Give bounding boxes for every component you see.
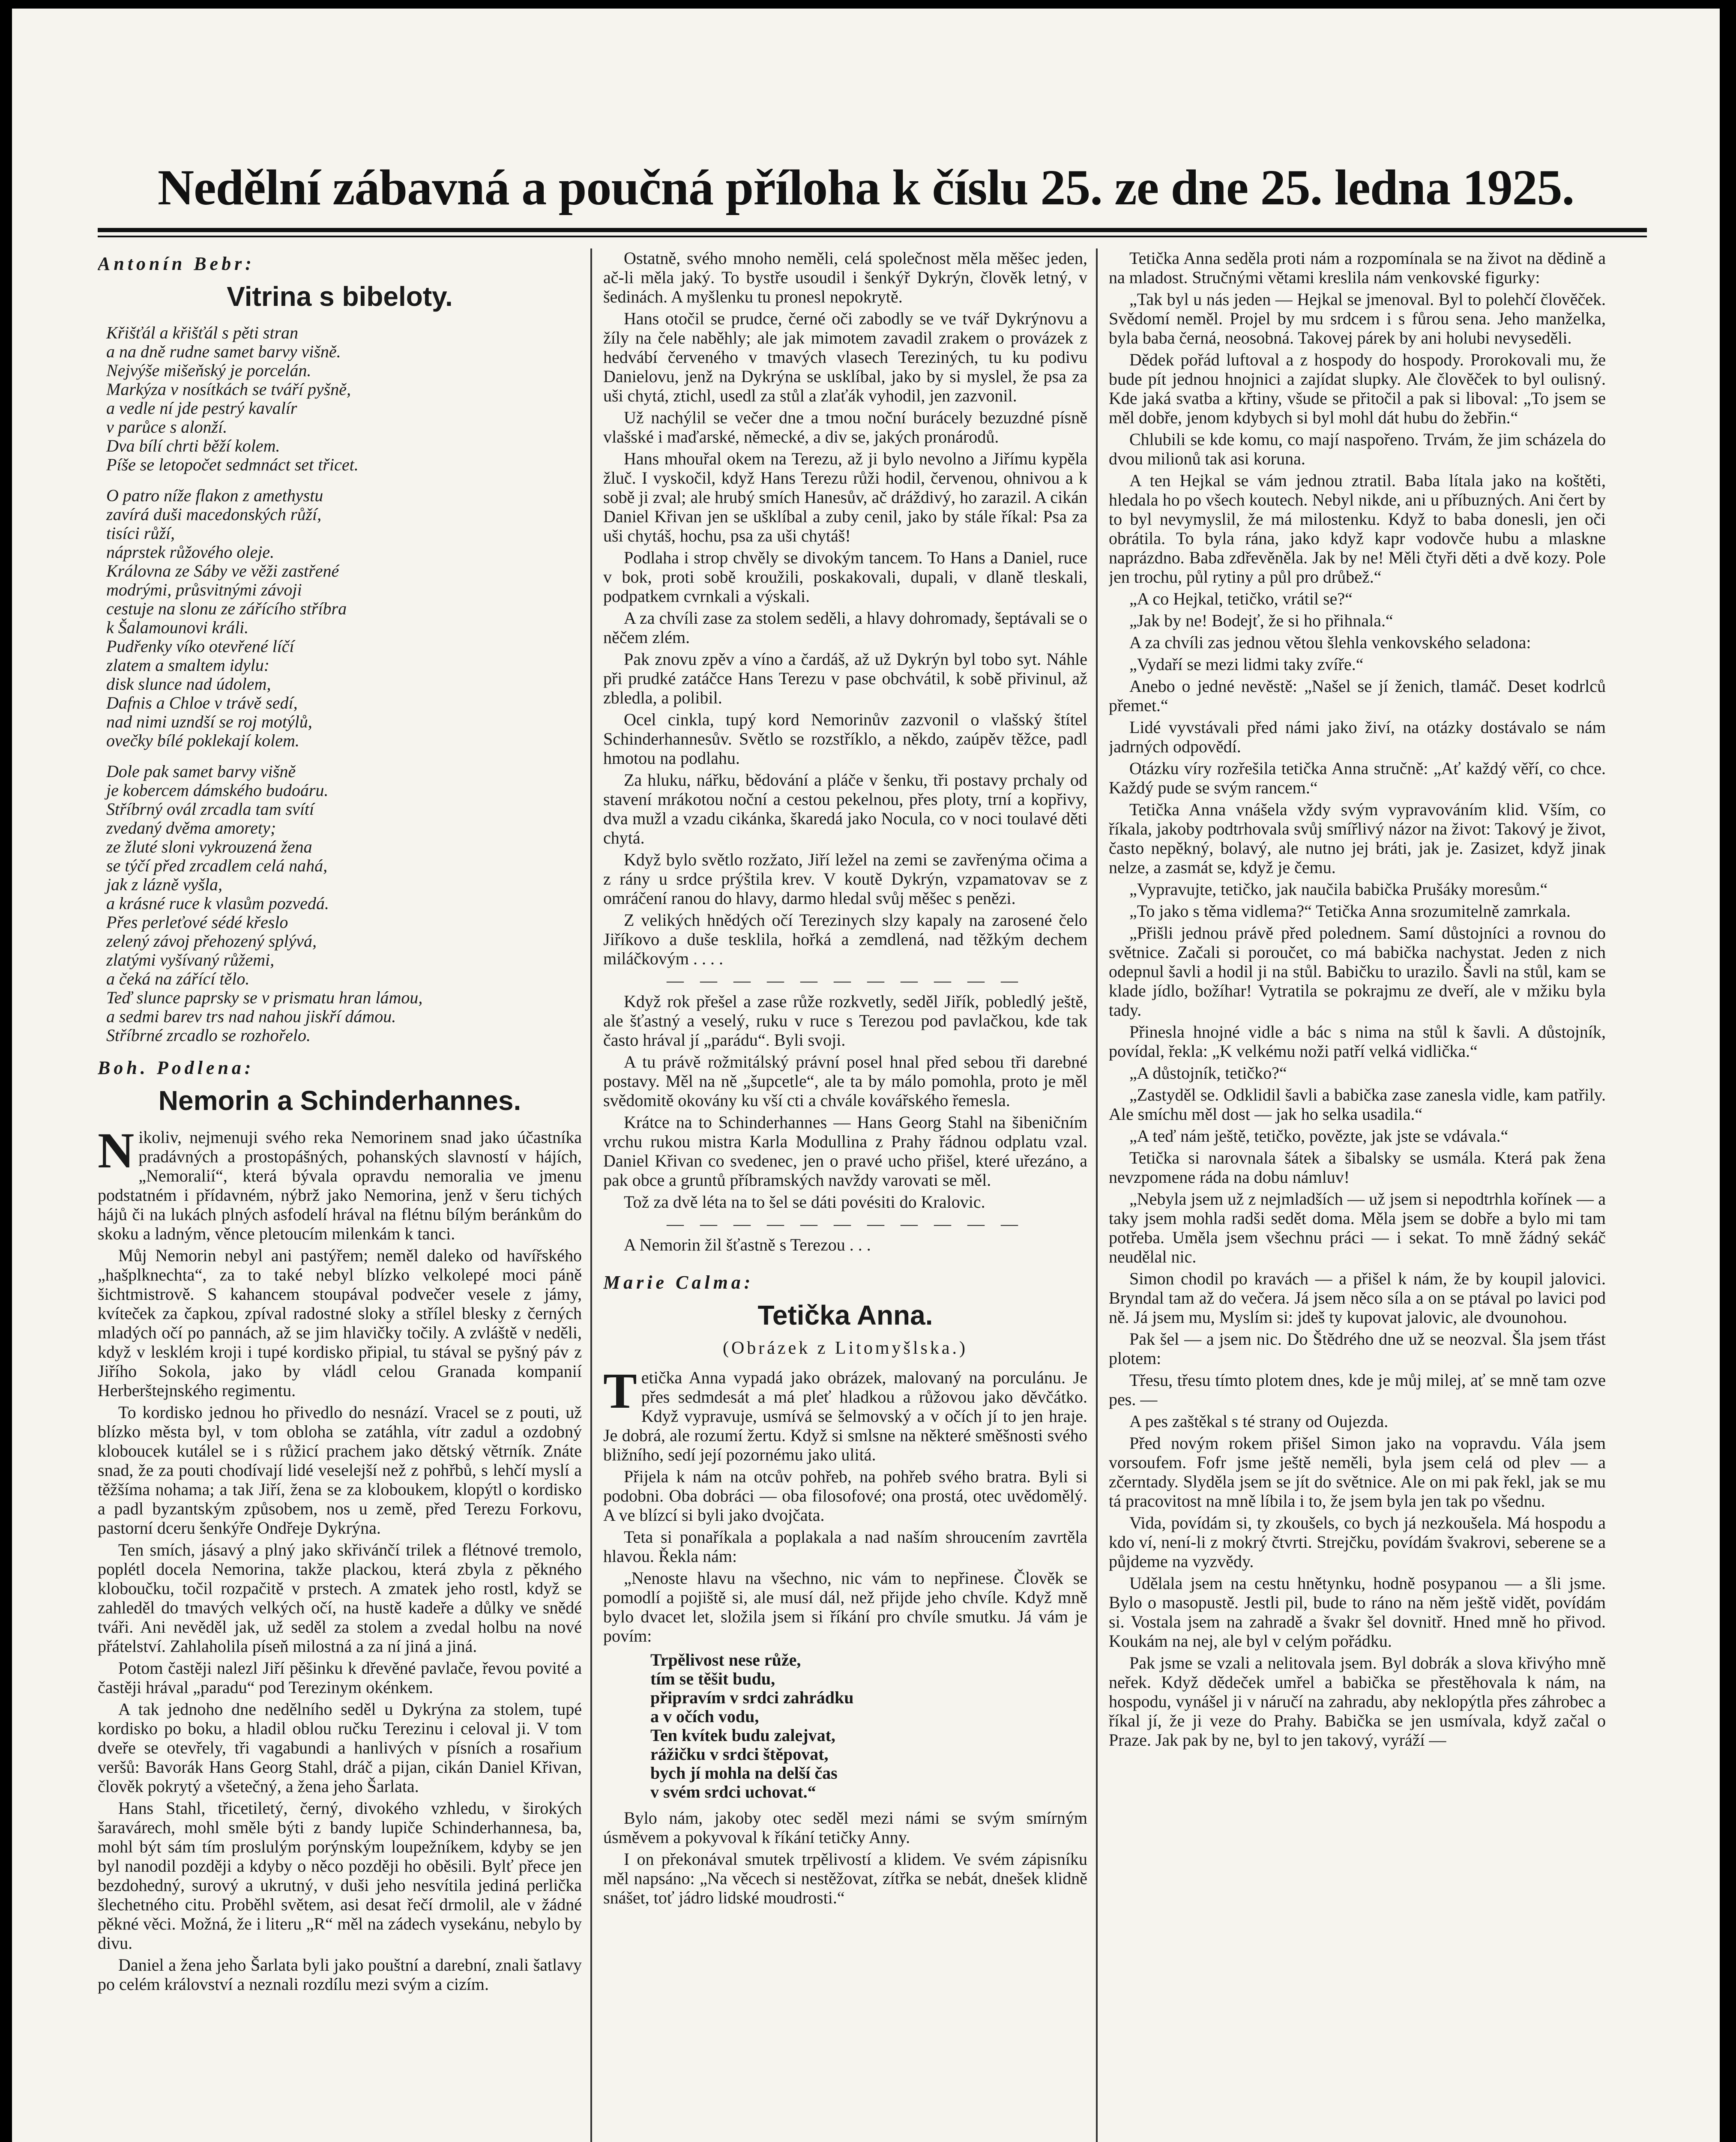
article-paragraph: A za chvíli zase za stolem seděli, a hlavy dohromady, šeptávali se o něčem zlém. [603, 608, 1087, 647]
poem-stanza: Křišťál a křišťál s pěti stran a na dně rudne samet barvy višně. Nejvýše mišeňský je porcelán. Markýza v nosítkách se tváří pyšně, a vedle ní jde pestrý kavalír v parůce s alonží. Dva bílí chrti běží kolem. Píše se letopočet sedmnáct set třicet. [106, 323, 359, 474]
article-paragraph: Bylo nám, jakoby otec seděl mezi námi se svým smírným úsměvem a pokyvoval k říkání tetičky Anny. [603, 1808, 1087, 1847]
article-paragraph: Podlaha i strop chvěly se divokým tancem. To Hans a Daniel, ruce v bok, proti sobě kroužili, poskakovali, dupali, v dlaně tleskali, podpatkem cvrnkali a výskali. [603, 548, 1087, 606]
article-paragraph: A ten Hejkal se vám jednou ztratil. Baba lítala jako na koštěti, hledala ho po všech koutech. Nebyl nikde, ani u příbuzných. Ani čert by to byl nevymyslil, že má milostenku. Když to baba donesli, jen oči obrátila. To byla rána, jako když kapr vodovče hubu a mlaskne naprázdno. Baba zdřevěněla. Jak by ne! Měli čtyři děti a dvě kozy. Pole jen trochu, půl rytiny a půl pro drůbež.“ [1109, 471, 1606, 586]
article-paragraph: Udělala jsem na cestu hnětynku, hodně posypanou — a šli jsme. Bylo o masopustě. Jestli pil, bude to ráno na něm ještě vidět, povídám si. Vostala jsem na zahradě a švakr šel dovnitř. Hned mně ho přivod. Koukám na nej, ale byl v celým pořádku. [1109, 1574, 1606, 1651]
header-rule-thin [98, 236, 1647, 237]
article-paragraph: Pak jsme se vzali a nelitovala jsem. Byl dobrák a slova křivýho mně neřek. Když dědeček umřel a babička se přestěhovala k nám, na hospodu, vynášel ji v náručí na zahradu, aby neklopýtla přes záhrobec a říkal jí, že ji veze do Prahy. Babička se jen usmívala, když začal o Praze. Jak pak by ne, byl to jen takový, vyráží — [1109, 1653, 1606, 1750]
article-paragraph: „Tak byl u nás jeden — Hejkal se jmenoval. Byl to polehčí člověček. Svědomí neměl. Projel by mu srdcem i s fůrou sena. Jeho manželka, byla baba černá, neosobná. Takovej párek by ani holubi nevyseděli. [1109, 290, 1606, 347]
section-separator: — — — — — — — — — — — [667, 971, 1024, 990]
article-paragraph: Chlubili se kde komu, co mají naspořeno. Trvám, že jim scházela do dvou milionů tak asi koruna. [1109, 430, 1606, 468]
article-title: Tetička Anna. [757, 1300, 933, 1331]
article-teticka-anna-continued [1109, 248, 1606, 1750]
article-author: Boh. Podlena: [98, 1057, 254, 1078]
article-paragraph: Tož za dvě léta na to šel se dáti povésiti do Kralovic. [624, 1192, 985, 1212]
article-paragraph: Tetička si narovnala šátek a šibalsky se usmála. Která pak žena nevzpomene ráda na dobu námluv! [1109, 1148, 1606, 1187]
article-nemorin [98, 1057, 582, 1994]
newspaper-page [12, 9, 1720, 2142]
article-paragraph: Přinesla hnojné vidle a bác s nima na stůl k šavli. A důstojník, povídal, řekla: „K velkému noži patří velká vidlička.“ [1109, 1022, 1606, 1061]
poem-stanza: Dole pak samet barvy višně je kobercem dámského budoáru. Stříbrný ovál zrcadla tam svítí zvedaný dvěma amorety; ze žluté sloni vykrouzená žena se týčí před zrcadlem celá nahá, jak z lázně vyšla, a krásné ruce k vlasům pozvedá. Přes perleťové sédé křeslo zelený závoj přehozený splývá, zlatými vyšívaný růžemi, a čeká na zářící tělo. Teď slunce paprsky se v prismatu hran lámou, a sedmi barev trs nad nahou jiskří dámou. Stříbrné zrcadlo se rozhořelo. [106, 762, 423, 1045]
article-paragraph: Hans otočil se prudce, černé oči zabodly se ve tvář Dykrýnovu a žíly na čele naběhly; ale jak mimotem zavadil zrakem o provázek z hedvábí červeného v tmavých vlasech Tereziných, tu ku podivu Danielovu, jenž na Dykrýna se usklíbal, jako by si myslel, že psa za uši chytá, ztichl, usedl za stůl a zlaťák vyhodil, jen zazvonil. [603, 309, 1087, 405]
article-paragraph: Vida, povídám si, ty zkoušels, co bych já nezkoušela. Má hospodu a kdo ví, není-li z mokrý čtvrti. Strejčku, povídám švakrovi, seberene se a půjdeme na vyzvědy. [1109, 1513, 1606, 1571]
article-paragraph: Krátce na to Schinderhannes — Hans Georg Stahl na šibeničním vrchu rukou mistra Karla Modullina z Prahy řádnou odplatu vzal. Daniel Křivan co svedenec, jen o pravé ucho přišel, které uřezáno, a pak obce a gruntů příbramských navždy varovati se měl. [603, 1113, 1087, 1190]
article-paragraph: Tetička Anna vypadá jako obrázek, malovaný na porculánu. Je přes sedmdesát a má pleť hladkou a růžovou jako děvčátko. Když vypravuje, usmívá se šelmovský a v očích jí to jen hraje. Je dobrá, ale rozumí žertu. Když si smlsne na některé směšnosti svého bližního, sedí její pozornému jako ulitá. [603, 1363, 1087, 1464]
article-paragraph: „Nenoste hlavu na všechno, nic vám to nepřinese. Člověk se pomodlí a pojiště si, ale musí dál, než přijde jeho chvíle. Když mně bylo dvacet let, složila jsem si říkání pro chvíle smutku. Já vám je povím: [603, 1568, 1087, 1645]
article-paragraph: „Nebyla jsem už z nejmladších — už jsem si nepodtrhla kořínek — a taky jsem mohla radši sedět doma. Měla jsem se dobře a bylo mi tam potřeba. Uměla jsem všechnu práci — i sekat. To mně žádný sekáč neudělal nic. [1109, 1189, 1606, 1266]
header-title: Nedělní zábavná a poučná příloha k číslu 25. ze dne 25. ledna 1925. [157, 159, 1574, 215]
article-paragraph: Potom častěji nalezl Jiří pěšinku k dřevěné pavlače, řevou povité a častěji hrával „paradu“ pod Terezinym okénkem. [98, 1658, 582, 1697]
article-paragraph: Ocel cinkla, tupý kord Nemorinův zazvonil o vlašský štítel Schinderhannesův. Světlo se rozstříklo, a někdo, zaúpěv těžce, padl hmotou na podlahu. [603, 710, 1087, 768]
drop-cap: T [603, 1363, 637, 1419]
article-paragraph: Teta si ponaříkala a poplakala a nad naším shroucením zavrtěla hlavou. Řekla nám: [603, 1527, 1087, 1566]
article-paragraph: „Vypravujte, tetičko, jak naučila babička Prušáky moresům.“ [1129, 880, 1548, 899]
poem [98, 323, 582, 1045]
article-teticka-anna [603, 1271, 1087, 1907]
article-paragraph: Pak šel — a jsem nic. Do Štědrého dne už se neozval. Šla jsem třást plotem: [1109, 1329, 1606, 1368]
article-paragraph: Můj Nemorin nebyl ani pastýřem; neměl daleko od havířského „hašplknechta“, za to také nebyl blízko velkolepé moci páně šichtmistrově. S kahancem stoupával podvečer vesele z jámy, kvíteček za čapkou, zpíval radostné sloky a střílel blesky z černých mladých očí po pannách, až se jim hlavičky točily. A zvláště v neděli, když v lesklém kroji i tupé kordisko připial, tu stával se pyšný páv z Jiřího Sokola, jako by vládl celou Granada kompanií Herberštejnského regimentu. [98, 1246, 582, 1400]
article-nemorin-continued [603, 248, 1087, 1254]
article-paragraph: Když rok přešel a zase růže rozkvetly, seděl Jiřík, pobledlý ještě, ale šťastný a veselý, ruku v ruce s Terezou pod pavlačkou, kde tak často hrával jí „parádu“. Byli svoji. [603, 992, 1087, 1050]
column-3 [1109, 248, 1606, 2142]
article-paragraph: „Zastyděl se. Odklidil šavli a babička zase zanesla vidle, kam patřily. Ale smíchu měl dost — jak ho selka usadila.“ [1109, 1085, 1606, 1124]
article-paragraph: Třesu, třesu tímto plotem dnes, kde je můj milej, ať se mně tam ozve pes. — [1109, 1370, 1606, 1409]
article-paragraph: „Vydaří se mezi lidmi taky zvíře.“ [1129, 655, 1364, 674]
article-paragraph: Tetička Anna vnášela vždy svým vypravováním klid. Vším, co říkala, jakoby podtrhovala svůj smířlivý názor na život: Takový je život, často nepěkný, bolavý, ale nutno jej bráti, jak je. Zasizet, když jinak nelze, a zasmát se, když je čemu. [1109, 800, 1606, 877]
column-2 [603, 248, 1087, 2142]
article-paragraph: A tu právě rožmitálský právní posel hnal před sebou tři darebné postavy. Měl na ně „šupcetle“, ale ta by málo pomohla, proto je měl svědomitě okovány ku vší cti a chvále kovářského řemesla. [603, 1052, 1087, 1110]
drop-cap: N [98, 1122, 135, 1179]
article-paragraph: Ten smích, jásavý a plný jako skřivánčí trilek a flétnové tremolo, poplétl docela Nemorina, takže plackou, která zbyla z pěkného kloboučku, točil rozpačitě v prstech. A zmatek jeho rostl, když se zahleděl do tmavých velkých očí, na hustě kadeře a důlky ve snědé tváři. Ani nevěděl jak, už seděl za stolem a zvedal holbu na nové přátelství. Zahlaholila píseň milostná a za ní jiná a jiná. [98, 1540, 582, 1656]
article-paragraph: A pes zaštěkal s té strany od Oujezda. [1129, 1412, 1389, 1431]
article-paragraph: Lidé vyvstávali před námi jako živí, na otázky dostávalo se nám jadrných odpovědí. [1109, 718, 1606, 756]
article-paragraph: To kordisko jednou ho přivedlo do nesnází. Vracel se z pouti, už blízko města byl, v tom obloha se zatáhla, vítr zadul a ozdobný kloboucek kutálel se i s růžicí prachem jako dětský větrník. Znáte snad, že za pouti chodívají lidé veselejší než z pohřbů, s lehčí myslí a těžšíma nohama; a tak Jiří, žena se za kloboukem, klopýtl o kordisko a padl byzantským způsobem, nos u země, před Terezu Forkovu, pastorní dceru šenkýře Ondřeje Dykrýna. [98, 1403, 582, 1538]
page-header [12, 159, 1720, 217]
column-1 [98, 248, 582, 2142]
article-paragraph: A za chvíli zas jednou větou šlehla venkovského seladona: [1129, 633, 1531, 652]
article-paragraph: Nikoliv, nejmenuji svého reka Nemorinem snad jako účastníka pradávných a prostopášných, pohanských slavností v hájích, „Nemoralií“, která bývala opravdu nemoralia ve jmenu podstatném i přídavném, nýbrž jako Nemorina, jenž v šeru tichých hájů či na lukách plných asfodelí hrával na flétnu bílým beránkům do skoku a ladným, věnce pletoucím milenkám k tanci. [98, 1122, 582, 1243]
article-paragraph: Dědek pořád luftoval a z hospody do hospody. Prorokovali mu, že bude pít jednou hnojnici a zajídat slupky. Ale člověček to byl oulisný. Kde jaká svatba a křtiny, všude se přitočil a pak si liboval: „To jsem se měl dobře, jenom kdybych si byl mohl dát hubu do žebřin.“ [1109, 350, 1606, 427]
article-paragraph: A tak jednoho dne nedělního seděl u Dykrýna za stolem, tupé kordisko po boku, a hladil oblou ručku Terezinu i celoval ji. V tom dveře se otevřely, tři vagabundi a hanlivých v písních a rosařium veršů: Bavorák Hans Georg Stahl, dráč a pijan, cikán Daniel Křivan, člověk pokrytý a všetečný, a žena jeho Šarlata. [98, 1699, 582, 1796]
article-author: Marie Calma: [603, 1272, 754, 1293]
article-paragraph: Otázku víry rozřešila tetička Anna stručně: „Ať každý věří, co chce. Každý pude se svým rancem.“ [1109, 759, 1606, 797]
article-paragraph: Z velikých hnědých očí Terezinych slzy kapaly na zarosené čelo Jiříkovo a duše tesklila, hořká a zemdlená, nad těžkým dechem miláčkovým . . . . [603, 910, 1087, 968]
article-paragraph: Hans Stahl, třicetiletý, černý, divokého vzhledu, v širokých šaravárech, mohl směle býti z bandy lupiče Schinderhannesa, ba, mohl být sám tím proslulým porýnským loupežníkem, kdyby se jen byl nanodil později a kdyby o něco později ho oběsili. Bylť přece jen bezdohedný, surový a ukrutný, v duši jeho nesvítila jediná perlička šlechetného citu. Proběhl světem, asi desat řečí drmolil, ale v žádné pěkné věci. Možná, že i literu „R“ měl na zádech vysekánu, nebylo by divu. [98, 1798, 582, 1953]
column-divider [590, 248, 592, 2142]
article-paragraph: „Přišli jednou právě před polednem. Samí důstojníci a rovnou do světnice. Začali si poroučet, co má babička nachystat. Jeden z nich odepnul šavli a hodil ji na stůl. Babičku to urazilo. Šavli na stůl, kam se klade jídlo, božíhar! Vytratila se pokrajmu ze dveří, ale v mžiku byla tady. [1109, 923, 1606, 1020]
article-paragraph: „A důstojník, tetičko?“ [1129, 1063, 1287, 1083]
article-paragraph: Pak znovu zpěv a víno a čardáš, až už Dykrýn byl tobo syt. Náhle při prudké zatáčce Hans Terezu v pase obchvátil, k sobě přivinul, až zbledla, a polibil. [603, 649, 1087, 707]
poem-stanza: O patro níže flakon z amethystu zavírá duši macedonských růží, tisíci růží, náprstek růžového oleje. Královna ze Sáby ve věži zastřené modrými, průsvitnými závoji cestuje na slonu ze zářícího stříbra k Šalamounovi králi. Pudřenky víko otevřené líčí zlatem a smaltem idylu: disk slunce nad údolem, Dafnis a Chloe v trávě sedí, nad nimi uzndší se roj motýlů, ovečky bílé poklekají kolem. [106, 486, 347, 750]
article-title: Nemorin a Schinderhannes. [158, 1085, 521, 1116]
article-paragraph: Anebo o jedné nevěstě: „Našel se jí ženich, tlamáč. Deset kodrlců přemet.“ [1109, 676, 1606, 715]
article-paragraph: Simon chodil po kravách — a přišel k nám, že by koupil jalovici. Bryndal tam až do večera. Já jsem něco síla a on se ptával po lavici pod ně. Já jsem mu, Myslím si: jdeš ty kupovat jalovic, ale dvounohou. [1109, 1269, 1606, 1327]
article-paragraph: Před novým rokem přišel Simon jako na vopravdu. Vála jsem vorsoufem. Fofr jsme ještě neměli, byla jsem celá od plev — a zčerntady. Slyděla jsem se jít do světnice. Ale on mi pak řekl, jak se mu tá pracovitost na mně líbila i to, že jsem byla jen tak po všednu. [1109, 1433, 1606, 1511]
article-paragraph: „Jak by ne! Bodejť, že si ho přihnala.“ [1129, 611, 1393, 630]
article-paragraph: I on překonával smutek trpělivostí a klidem. Ve svém zápisníku měl napsáno: „Na věcech si nestěžovat, zítřka se nebát, dnešek klidně snášet, toť jádro lidské moudrosti.“ [603, 1849, 1087, 1907]
article-paragraph: „A co Hejkal, tetičko, vrátil se?“ [1129, 589, 1353, 608]
article-paragraph: „A teď nám ještě, tetičko, povězte, jak jste se vdávala.“ [1129, 1126, 1509, 1146]
article-paragraph: Tetička Anna seděla proti nám a rozpomínala se na život na dědině a na mladost. Stručnými větami kreslila nám venkovské figurky: [1109, 248, 1606, 287]
article-paragraph: Ostatně, svého mnoho neměli, celá společnost měla měšec jeden, ač-li měla jaký. To bystře usoudil i šenkýř Dykrýn, člověk letný, v šedinách. A myšlenku tu pronesl nepokrytě. [603, 248, 1087, 306]
article-paragraph: Hans mhouřal okem na Terezu, až ji bylo nevolno a Jiřímu kypěla žluč. I vyskočil, když Hans Terezu růži hodil, červenou, ohnivou a k sobě ji zval; ale hrubý smích Hanesův, ač dráždivý, ho zarazil. A cikán Daniel Křivan jen se ušklíbal a zuby cenil, jako by stále říkal: Psa za uši chytáš, hochu, psa za uši chytáš! [603, 449, 1087, 545]
article-paragraph: Když bylo světlo rozžato, Jiří ležel na zemi se zavřenýma očima a z rány u srdce prýštila krev. V koutě Dykrýn, vzpamatovav se z omráčení ranou do hlavy, darmo hledal svůj měšec s penězi. [603, 850, 1087, 908]
article-title: Vitrina s bibeloty. [227, 281, 453, 312]
article-closing: A Nemorin žil šťastně s Terezou . . . [624, 1235, 871, 1254]
article-paragraph: Přijela k nám na otcův pohřeb, na pohřeb svého bratra. Byli si podobni. Oba dobráci — oba filosofové; ona prostá, otec uvědomělý. A ve blízcí si byli jako dvojčata. [603, 1467, 1087, 1525]
article-vitrina [98, 253, 582, 1045]
article-author: Antonín Bebr: [98, 253, 255, 274]
article-paragraph: Daniel a žena jeho Šarlata byli jako pouštní a darební, znali šatlavy po celém království a neznali rozdílu mezi svým a cizím. [98, 1955, 582, 1994]
article-subtitle: (Obrázek z Litomyšlska.) [722, 1338, 968, 1358]
verse: Trpělivost nese růže, tím se těšit budu, připravím v srdci zahrádku a v očích vodu, Ten kvítek budu zalejvat, rážičku v srdci štěpovat, bych jí mohla na delší čas v svém srdci uchovat.“ [650, 1650, 854, 1801]
article-paragraph: Už nachýlil se večer dne a tmou noční burácely bezuzdné písně vlašské i maďarské, německé, a div se, jakých pronárodů. [603, 408, 1087, 446]
article-paragraph: Za hluku, nářku, bědování a pláče v šenku, tři postavy prchaly od stavení mrákotou noční a cestou pekelnou, přes ploty, trní a kopřivy, dva mužl a vzadu cikánka, škaredá jako Nocula, co v noci toulavé děti chytá. [603, 770, 1087, 847]
article-paragraph: „To jako s těma vidlema?“ Tetička Anna srozumitelně zamrkala. [1129, 901, 1571, 921]
header-rule [98, 228, 1647, 232]
column-divider [1096, 248, 1098, 2142]
section-separator: — — — — — — — — — — — [667, 1214, 1024, 1233]
